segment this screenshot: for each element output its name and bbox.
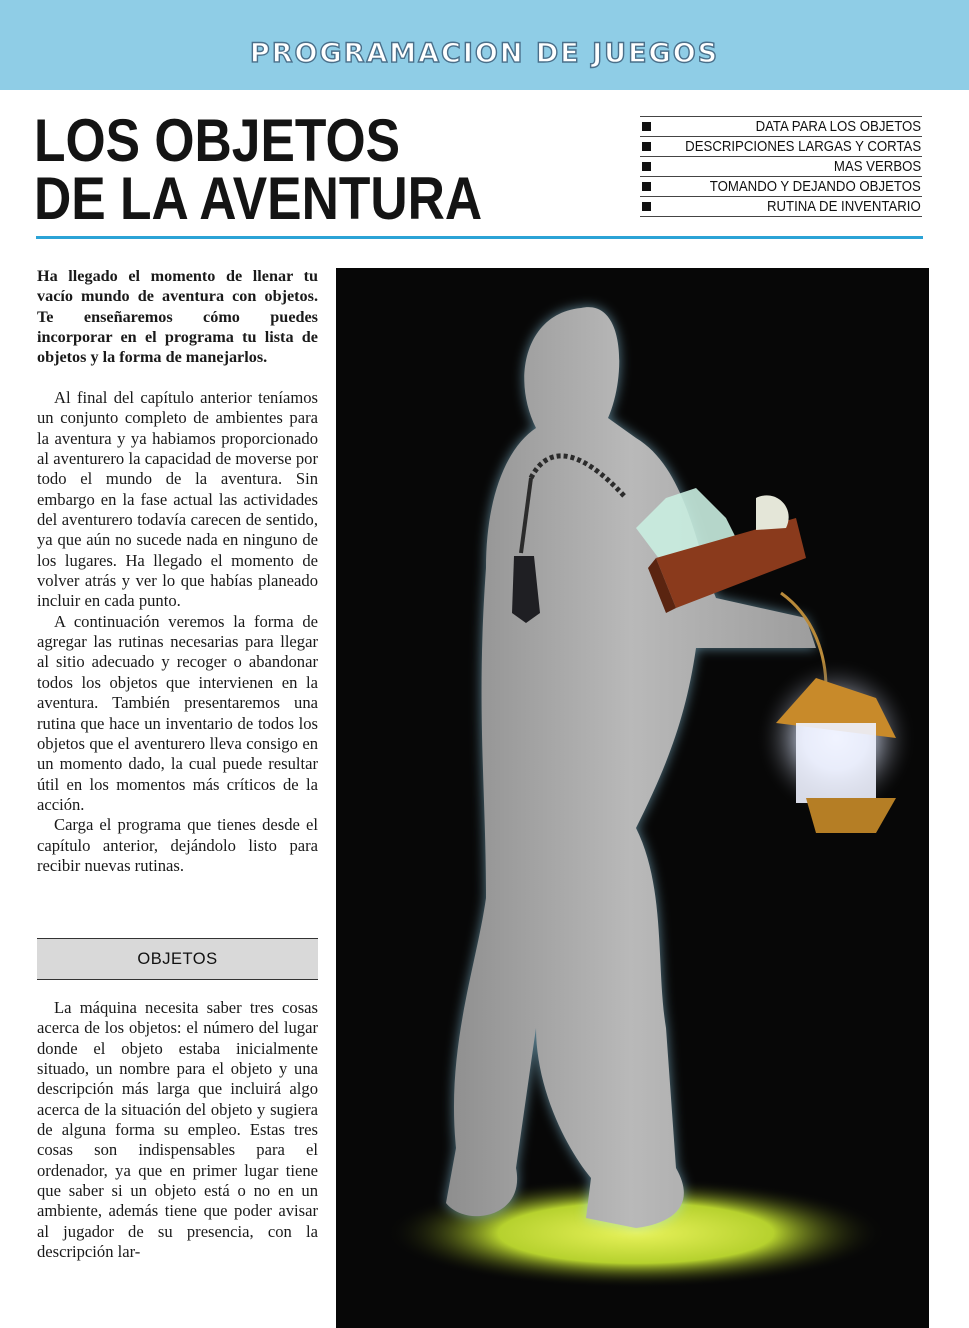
adventurer-figure-image — [336, 268, 929, 1328]
topic-item — [640, 157, 922, 177]
bullet-square-icon — [642, 202, 651, 211]
objects-text — [37, 998, 318, 1262]
topic-label: DESCRIPCIONES LARGAS Y CORTAS — [685, 138, 921, 155]
body-paragraph: La máquina necesita saber tres cosas acerca de los objetos: el número del lugar donde el objeto estaba inicialmente situado, un nombre para el objeto y una descripción más larga que incluirá algo acerca de la situación del objeto y sugiera de alguna forma su empleo. Estas tres cosas son indispensables para el ordenador, ya que en primer lugar tiene que saber si un objeto está o no en un ambiente, además tiene que poder avisar al jugador de su presencia, con la descripción lar- — [37, 998, 318, 1262]
topic-list — [640, 116, 922, 217]
body-paragraph: Al final del capítulo anterior teníamos un conjunto completo de ambientes para la aventura y ya habiamos proporcionado al aventurero la capacidad de moverse por todo el mundo de la aventura. Sin embargo en la fase actual las actividades del aventurero todavía carecen de sentido, ya que aún no sucede nada en ninguno de los lugares. Ha llegado el momento de volver atrás y ver lo que habías planeado incluir en cada punto. — [37, 388, 318, 611]
topic-item — [640, 117, 922, 137]
title-divider — [36, 236, 923, 239]
title-line-1: LOS OBJETOS — [34, 107, 401, 174]
section-header: PROGRAMACION DE JUEGOS — [249, 38, 720, 69]
topic-item — [640, 177, 922, 197]
article-title — [34, 107, 483, 232]
bullet-square-icon — [642, 182, 651, 191]
bullet-square-icon — [642, 142, 651, 151]
body-paragraph: Carga el programa que tienes desde el capítulo anterior, dejándolo listo para recibir nuevas rutinas. — [37, 815, 318, 875]
body-text — [37, 388, 318, 876]
adventurer-illustration — [336, 268, 929, 1328]
title-line-2: DE LA AVENTURA — [34, 165, 483, 232]
topic-label: TOMANDO Y DEJANDO OBJETOS — [709, 178, 921, 195]
topic-item — [640, 137, 922, 157]
topic-item — [640, 197, 922, 217]
section-subhead: OBJETOS — [37, 938, 318, 980]
body-paragraph: A continuación veremos la forma de agregar las rutinas necesarias para llegar al sitio adecuado y recoger o abandonar todos los objetos que intervienen en la aventura. También presentaremos una rutina que hace un inventario de todos los objetos que el aventurero lleva consigo en un momento dado, la cual puede resultar útil en los momentos más críticos de la acción. — [37, 611, 318, 814]
bullet-square-icon — [642, 122, 651, 131]
topic-label: MAS VERBOS — [833, 158, 921, 175]
topic-label: RUTINA DE INVENTARIO — [767, 198, 921, 215]
bullet-square-icon — [642, 162, 651, 171]
intro-paragraph: Ha llegado el momento de llenar tu vacío mundo de aventura con objetos. Te enseñaremos cómo puedes incorporar en el programa tu lista de objetos y la forma de manejarlos. — [37, 267, 318, 367]
topic-label: DATA PARA LOS OBJETOS — [755, 118, 921, 135]
